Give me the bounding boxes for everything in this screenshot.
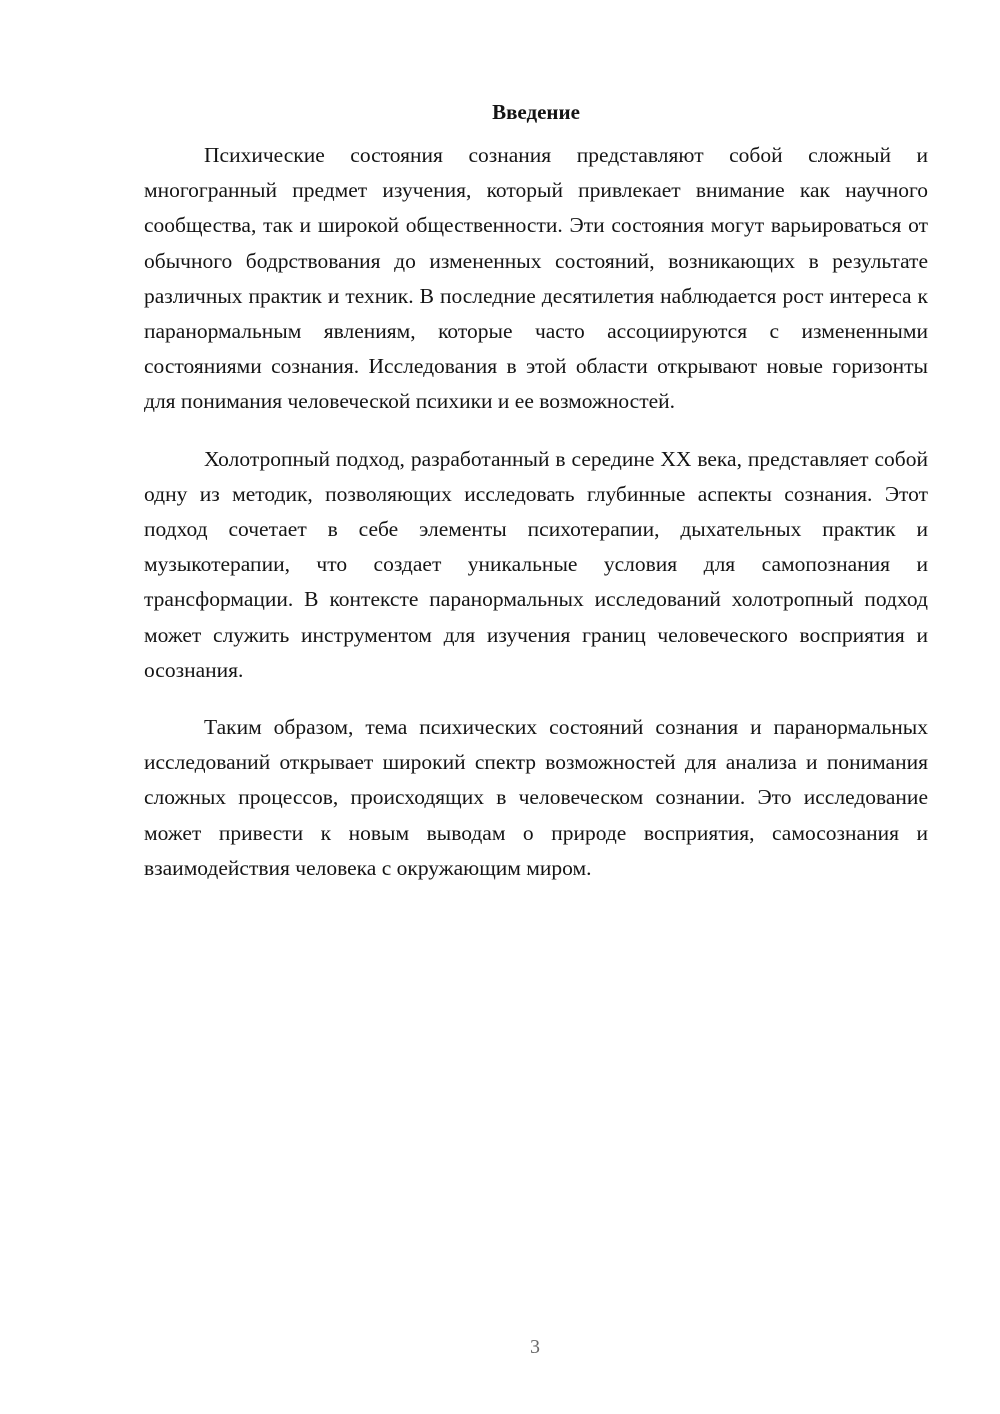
page-number: 3 bbox=[530, 1336, 540, 1358]
page-content bbox=[144, 98, 928, 908]
paragraph-3: Таким образом, тема психических состояний сознания и паранормальных исследований открывает широкий спектр возможностей для анализа и понимания сложных процессов, происходящих в человеческом сознании. Это исследование может привести к новым выводам о природе восприятия, самосознания и взаимодействия человека с окружающим миром. bbox=[144, 715, 928, 880]
section-title: Введение bbox=[492, 100, 580, 124]
paragraph-1: Психические состояния сознания представляют собой сложный и многогранный предмет изучения, который привлекает внимание как научного сообщества, так и широкой общественности. Эти состояния могут варьироваться от обычного бодрствования до измененных состояний, возникающих в результате различных практик и техник. В последние десятилетия наблюдается рост интереса к паранормальным явлениям, которые часто ассоциируются с измененными состояниями сознания. Исследования в этой области открывают новые горизонты для понимания человеческой психики и ее возможностей. bbox=[144, 143, 928, 414]
paragraph-2: Холотропный подход, разработанный в середине XX века, представляет собой одну из методик, позволяющих исследовать глубинные аспекты сознания. Этот подход сочетает в себе элементы психотерапии, дыхательных практик и музыкотерапии, что создает уникальные условия для самопознания и трансформации. В контексте паранормальных исследований холотропный подход может служить инструментом для изучения границ человеческого восприятия и осознания. bbox=[144, 446, 928, 682]
